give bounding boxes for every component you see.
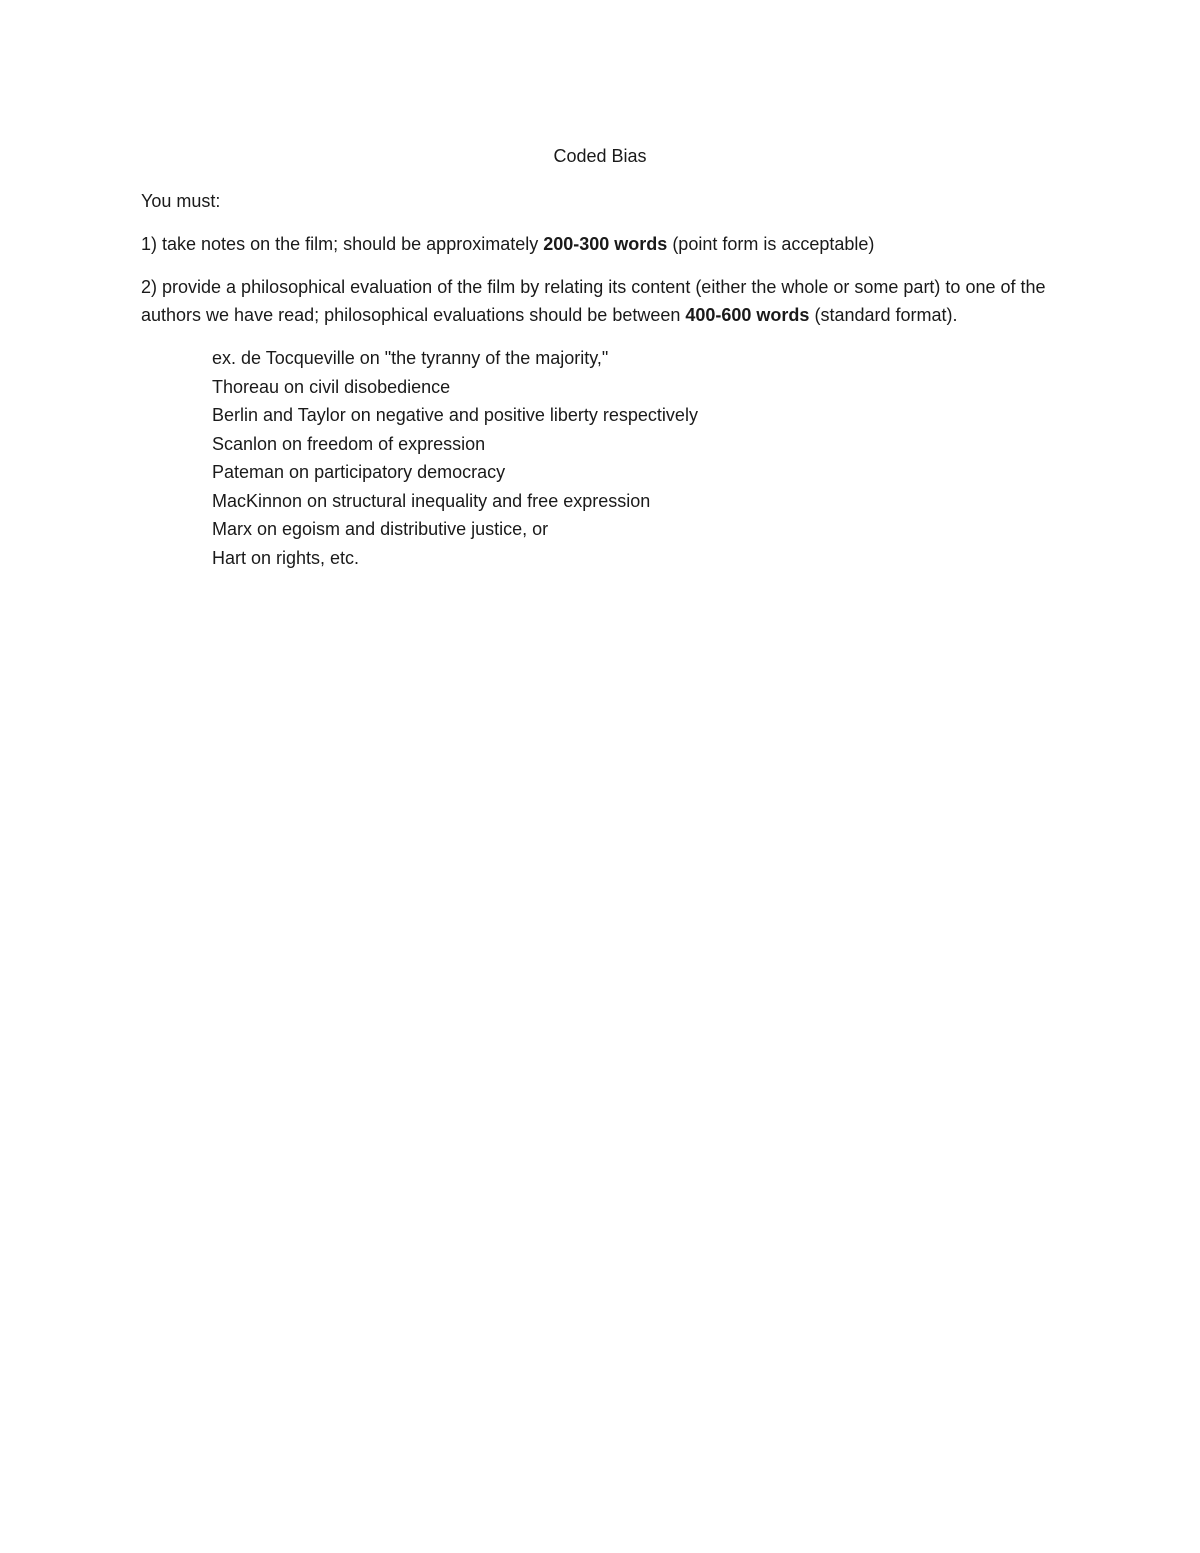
- document-body: [141, 142, 1061, 572]
- document-title: Coded Bias: [553, 146, 647, 166]
- item-2-note: (standard format).: [809, 305, 958, 325]
- example-item: Scanlon on freedom of expression: [212, 433, 486, 454]
- item-1-note: (point form is acceptable): [667, 234, 875, 254]
- instruction-item-1: [141, 230, 1061, 258]
- example-item: Thoreau on civil disobedience: [212, 376, 451, 397]
- example-item: Pateman on participatory democracy: [212, 462, 506, 482]
- intro-text: You must:: [141, 191, 221, 211]
- item-2-text: 2) provide a philosophical evaluation of the film by relating its content (either the whole or some part) to one of the authors we have read; philosophical evaluations should be between: [141, 277, 1046, 325]
- example-item: ex. de Tocqueville on "the tyranny of the majority,": [212, 348, 609, 368]
- example-item: Berlin and Taylor on negative and positive liberty respectively: [212, 405, 698, 425]
- item-1-word-count: 200-300 words: [543, 234, 668, 254]
- example-item: Marx on egoism and distributive justice, or: [212, 519, 549, 539]
- example-item: Hart on rights, etc.: [212, 547, 360, 568]
- instruction-item-2: [141, 273, 1061, 329]
- item-2-word-count: 400-600 words: [685, 305, 810, 325]
- author-examples-list: [212, 344, 1061, 572]
- item-1-text: 1) take notes on the film; should be approximately: [141, 234, 544, 254]
- example-item: MacKinnon on structural inequality and free expression: [212, 490, 651, 511]
